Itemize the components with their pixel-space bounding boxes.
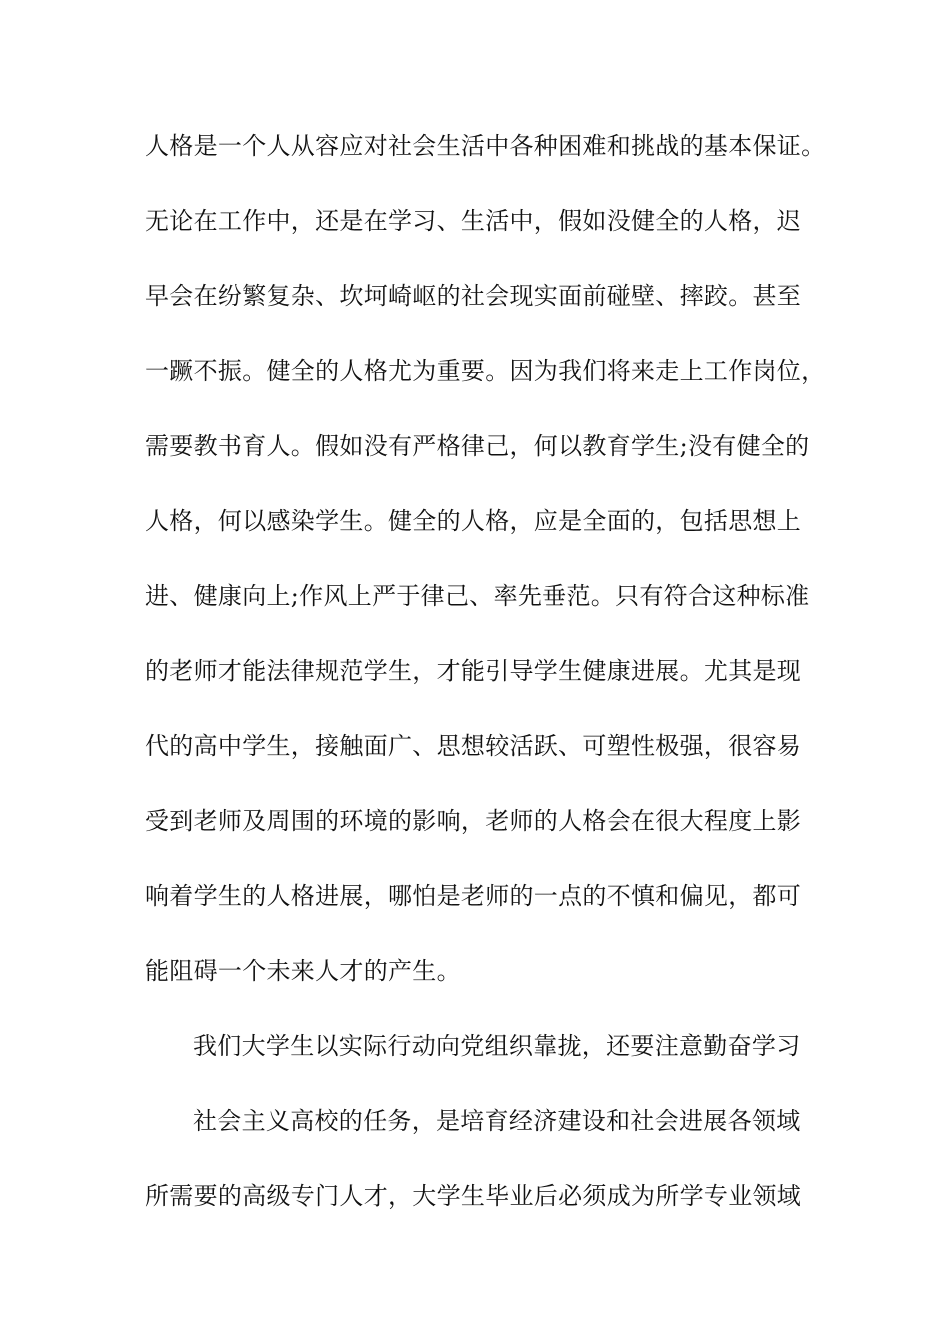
text-line: 无论在工作中，还是在学习、生活中，假如没健全的人格，迟 [145,207,802,235]
text-line: 能阻碍一个未来人才的产生。 [145,957,461,985]
text-line: 受到老师及周围的环境的影响，老师的人格会在很大程度上影 [145,807,802,835]
text-line: 进、健康向上;作风上严于律己、率先垂范。只有符合这种标准 [145,582,810,610]
paragraph-heading-line: 我们大学生以实际行动向党组织靠拢，还要注意勤奋学习 [193,1032,801,1060]
text-line: 代的高中学生，接触面广、思想较活跃、可塑性极强，很容易 [145,732,802,760]
text-line: 人格，何以感染学生。健全的人格，应是全面的，包括思想上 [145,507,802,535]
text-line: 早会在纷繁复杂、坎坷崎岖的社会现实面前碰壁、摔跤。甚至 [145,282,802,310]
paragraph-start-line: 社会主义高校的任务，是培育经济建设和社会进展各领域 [193,1107,801,1135]
text-line: 人格是一个人从容应对社会生活中各种困难和挑战的基本保证。 [145,132,826,160]
text-line: 一蹶不振。健全的人格尤为重要。因为我们将来走上工作岗位， [145,357,826,385]
text-line: 的老师才能法律规范学生，才能引导学生健康进展。尤其是现 [145,657,802,685]
text-line: 响着学生的人格进展，哪怕是老师的一点的不慎和偏见，都可 [145,882,802,910]
text-line: 所需要的高级专门人才，大学生毕业后必须成为所学专业领域 [145,1182,802,1210]
text-line: 需要教书育人。假如没有严格律己，何以教育学生;没有健全的 [145,432,810,460]
body-text [145,122,825,1247]
